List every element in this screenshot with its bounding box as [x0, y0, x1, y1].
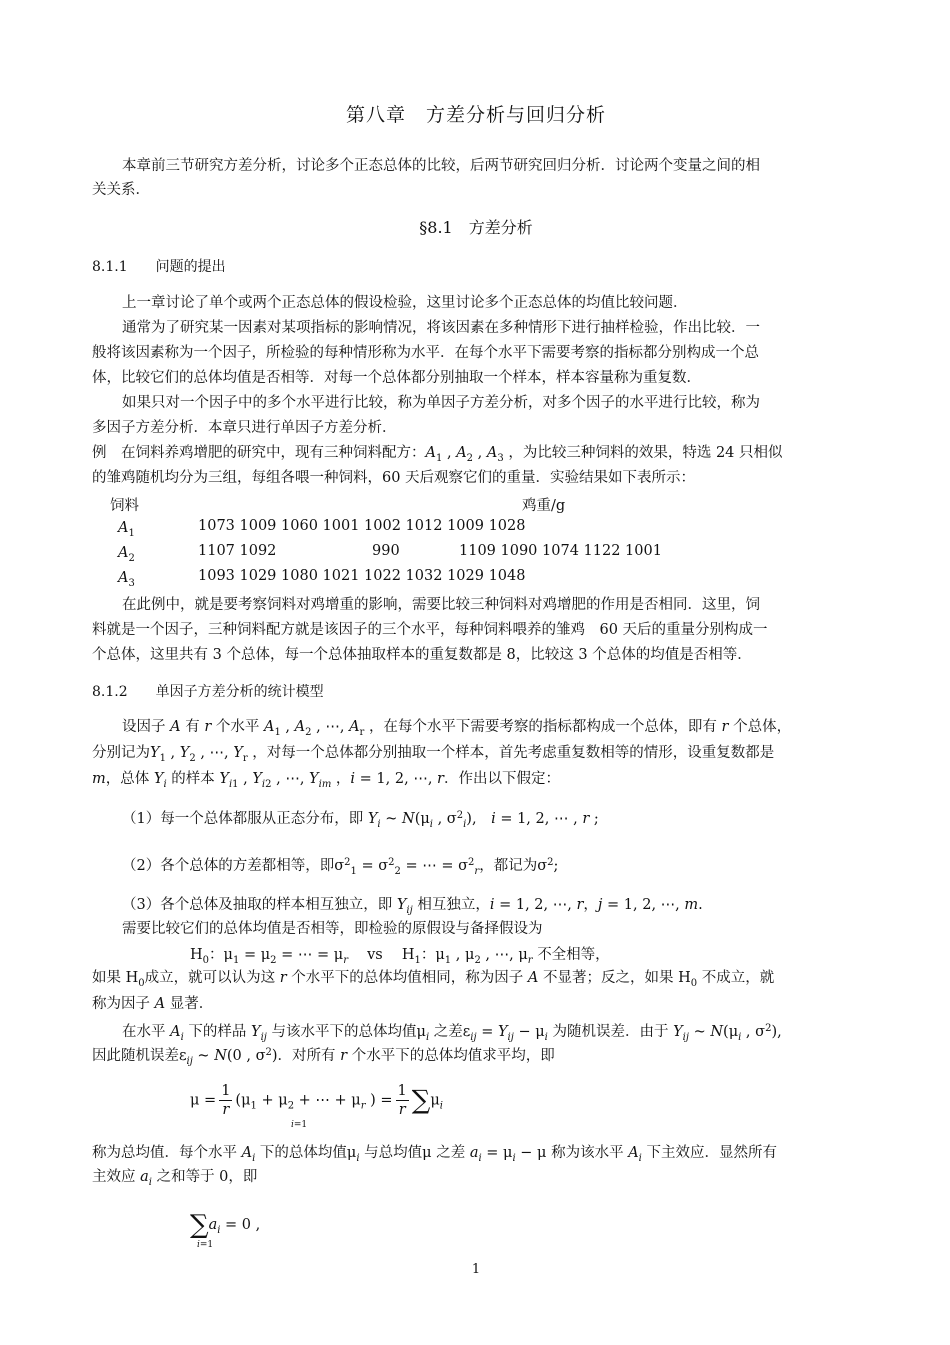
table-row-values: 1093 1029 1080 1021 1022 1032 1029 1048: [198, 568, 526, 584]
section-heading: §8.1 方差分析: [419, 218, 533, 237]
table-row-values: 1073 1009 1060 1001 1002 1012 1009 1028: [198, 518, 526, 534]
model-line-1: 设因子 A 有 r 个水平 $A_1$ , $A_2$ , ⋯, $A_r$ ，在每个水平下需要考察的指标都构成一个总体，即有 r 个总体，: [122, 719, 792, 738]
example-line-1: 例 在饲料养鸡增肥的研究中，现有三种饲料配方：$A_1$ , $A_2$ , $A_3$ ，为比较三种饲料的效果，特选 24 只相似: [92, 445, 783, 464]
paragraph-2-line-3: 体，比较它们的总体均值是否相等．对每一个总体都分别抽取一个样本，样本容量称为重复数．: [92, 370, 701, 386]
error-line-2: 因此随机误差$\varepsilon_{ij}$ ~ N(0 , $\sigma^2$)．对所有 r 个水平下的总体均值求平均，即: [92, 1047, 555, 1067]
hypothesis-intro: 需要比较它们的总体均值是否相等，即检验的原假设与备择假设为: [122, 921, 543, 937]
conclusion-line-2: 称为因子 A 显著．: [92, 996, 214, 1012]
conclusion-line-1: 如果 $H_0$成立，就可以认为这 r 个水平下的总体均值相同，称为因子 A 不显著；反之，如果 $H_0$ 不成立，就: [92, 970, 775, 989]
effect-line-2: 主效应 $a_i$ 之和等于 0，即: [92, 1169, 258, 1188]
sum-index: i=1: [291, 1120, 308, 1130]
table-header-feed: 饲料: [110, 498, 139, 514]
paragraph-4-line-1: 在此例中，就是要考察饲料对鸡增重的影响，需要比较三种饲料对鸡增肥的作用是否相同．这里，饲: [122, 597, 760, 613]
table-row-label: $A_3$: [118, 570, 135, 589]
hypothesis-equation: $H_0$：$\mu_1 = \mu_2$ = ⋯ = $\mu_r$ vs $H_1$：$\mu_1$ , $\mu_2$ , ⋯, $\mu_r$ 不全相等，: [190, 947, 610, 966]
assumption-1: （1）每一个总体都服从正态分布，即 $Y_i$ ~ $N(\mu_i$ , $\sigma^2_i$), i = 1, 2, ⋯ , r ;: [122, 810, 599, 830]
intro-line-1: 本章前三节研究方差分析，讨论多个正态总体的比较，后两节研究回归分析．讨论两个变量之间的相: [122, 158, 760, 174]
assumption-3: （3）各个总体及抽取的样本相互独立，即 $Y_{ij}$ 相互独立，i = 1, 2, ⋯, r，j = 1, 2, ⋯, m.: [122, 897, 703, 916]
table-row-values: 1107 1092: [198, 543, 277, 559]
example-line-2: 的雏鸡随机均分为三组，每组各喂一种饲料，60 天后观察它们的重量．实验结果如下表所示：: [92, 470, 696, 486]
table-row-values-tail: 1109 1090 1074 1122 1001: [459, 543, 662, 559]
mean-equation: μ = $\frac{1}{r}$ ($\mu_1 + \mu_2$ + ⋯ + $\mu_r$ ) = $\frac{1}{r}$ $\sum\mu_i$: [190, 1083, 443, 1118]
subsection-8-1-1: 8.1.1 问题的提出: [92, 259, 226, 275]
paragraph-2-line-2: 般将该因素称为一个因子，所检验的每种情形称为水平．在每个水平下需要考察的指标都分别构成一个总: [92, 345, 759, 361]
table-header-weight: 鸡重/g: [522, 498, 566, 514]
model-line-2: 分别记为$Y_1$ , $Y_2$ , ⋯, $Y_r$ ，对每一个总体都分别抽取一个样本，首先考虑重复数相等的情形，设重复数都是: [92, 745, 775, 764]
intro-line-2: 关关系．: [92, 182, 150, 198]
subsection-8-1-2: 8.1.2 单因子方差分析的统计模型: [92, 684, 324, 700]
chapter-title: 第八章 方差分析与回归分析: [345, 104, 606, 126]
paragraph-2-line-1: 通常为了研究某一因素对某项指标的影响情况，将该因素在多种情形下进行抽样检验，作出比较．一: [122, 320, 760, 336]
sum-index: i=1: [197, 1240, 214, 1250]
example-text-a: 例 在饲料养鸡增肥的研究中，现有三种饲料配方：: [92, 445, 426, 461]
error-line-1: 在水平 $A_i$ 下的样品 $Y_{ij}$ 与该水平下的总体均值$\mu_i$ 之差$\varepsilon_{ij} = Y_{ij} - \mu_i$ 为随机误差．由于 $Y_{ij}$ ~ $N(\mu_i$ , $\sigma^2$),: [122, 1023, 782, 1043]
paragraph-4-line-2: 料就是一个因子，三种饲料配方就是该因子的三个水平，每种饲料喂养的雏鸡 60 天后的重量分别构成一: [92, 622, 768, 638]
page-number: 1: [471, 1262, 481, 1277]
table-row-label: $A_1$: [118, 520, 135, 539]
paragraph-1: 上一章讨论了单个或两个正态总体的假设检验，这里讨论多个正态总体的均值比较问题．: [122, 295, 688, 311]
paragraph-4-line-3: 个总体，这里共有 3 个总体，每一个总体抽取样本的重复数都是 8，比较这 3 个总体的均值是否相等．: [92, 647, 752, 663]
effect-line-1: 称为总均值．每个水平 $A_i$ 下的总体均值$\mu_i$ 与总均值μ 之差 $a_i = \mu_i - \mu$ 称为该水平 $A_i$ 下主效应．显然所有: [92, 1145, 777, 1164]
table-row-values-mid: 990: [372, 543, 400, 559]
assumption-2: （2）各个总体的方差都相等，即$\sigma^2_1 = \sigma^2_2$ = ⋯ = $\sigma^2_r$，都记为$\sigma^2$;: [122, 857, 559, 877]
paragraph-3-line-2: 多因子方差分析．本章只进行单因子方差分析．: [92, 420, 397, 436]
table-row-label: $A_2$: [118, 545, 135, 564]
example-text-b: ，为比较三种饲料的效果，特选 24 只相似: [508, 445, 783, 461]
document-page: [92, 0, 860, 1345]
paragraph-3-line-1: 如果只对一个因子中的多个水平进行比较，称为单因子方差分析，对多个因子的水平进行比较，称为: [122, 395, 760, 411]
model-line-3: m，总体 $Y_i$ 的样本 $Y_{i1}$ , $Y_{i2}$ , ⋯, $Y_{im}$ ，i = 1, 2, ⋯, r．作出以下假定：: [92, 771, 560, 790]
effect-sum-equation: $\sum a_i = 0$ ,: [190, 1210, 261, 1240]
